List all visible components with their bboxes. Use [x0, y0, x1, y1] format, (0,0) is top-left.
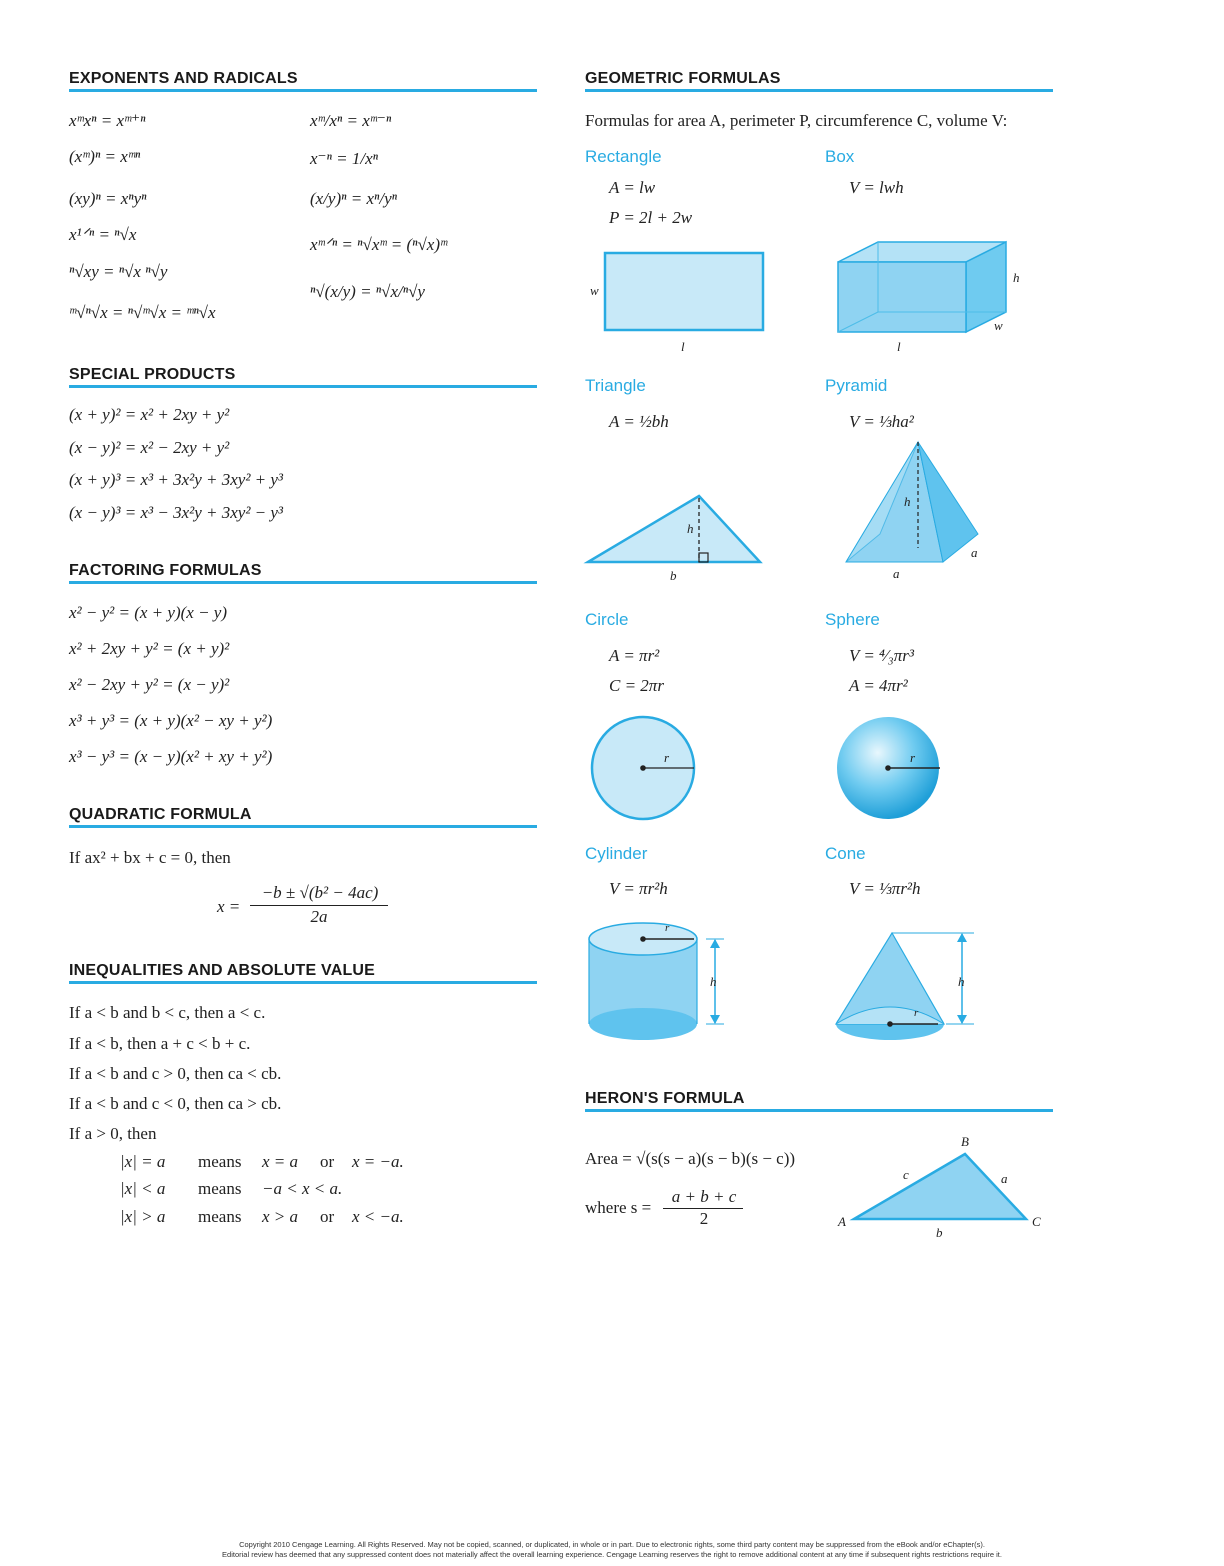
section-title-factoring: FACTORING FORMULAS [69, 562, 537, 584]
abs-lhs: |x| > a [120, 1207, 166, 1226]
shape-name-box: Box [825, 147, 855, 166]
copyright-line-1: Copyright 2010 Cengage Learning. All Rights Reserved. May not be copied, scanned, or duplicated, in whole or in part. Due to electronic rights, some third party content may be suppressed from the eBook and/or eChapter(s). [239, 1540, 985, 1549]
triangle-base-label: b [670, 568, 677, 583]
shape-name-circle: Circle [585, 610, 629, 629]
formula: xᵐ/xⁿ = xᵐ⁻ⁿ [310, 111, 392, 130]
section-title-quadratic: QUADRATIC FORMULA [69, 806, 537, 828]
box-width-label: w [994, 318, 1003, 333]
formula: (xᵐ)ⁿ = xᵐⁿ [69, 147, 141, 166]
formula: C = 2πr [609, 676, 664, 695]
cylinder-radius-label: r [665, 922, 670, 934]
formula: V = ⅓ha² [849, 412, 914, 431]
formula: x² + 2xy + y² = (x + y)² [69, 639, 230, 658]
section-title-inequalities: INEQUALITIES AND ABSOLUTE VALUE [69, 962, 537, 984]
formula: x² − 2xy + y² = (x − y)² [69, 675, 230, 694]
formula: V = ⅓πr²h [849, 879, 921, 898]
formula: (xy)ⁿ = xⁿyⁿ [69, 189, 147, 208]
abs-rhs: x = a [262, 1152, 299, 1171]
rectangle-diagram [604, 252, 784, 332]
shape-name-cone: Cone [825, 844, 866, 863]
abs-rhs: x > a [262, 1207, 299, 1226]
formula: x⁻ⁿ = 1/xⁿ [310, 149, 378, 168]
shape-name-sphere: Sphere [825, 610, 880, 629]
formula: A = πr² [609, 646, 660, 665]
abs-means: means [198, 1152, 242, 1171]
pyramid-height-label: h [904, 494, 911, 509]
pyramid-base-label: a [893, 566, 900, 581]
heron-numerator: a + b + c [671, 1187, 737, 1206]
cone-radius-label: r [914, 1007, 919, 1019]
inequality-rule: If a < b and c > 0, then ca < cb. [69, 1064, 282, 1083]
heron-denominator: 2 [699, 1209, 709, 1228]
cone-height-label: h [958, 974, 965, 989]
sphere-diagram [834, 714, 944, 824]
sphere-radius-label: r [910, 750, 916, 765]
pyramid-side-label: a [971, 545, 978, 560]
section-title-exponents: EXPONENTS AND RADICALS [69, 70, 537, 92]
formula: V = ⁴⁄₃πr³ [849, 646, 914, 665]
box-length-label: l [897, 339, 901, 354]
formula: A = 4πr² [849, 676, 908, 695]
quadratic-fraction-bar [250, 905, 388, 906]
abs-lhs: |x| < a [120, 1179, 166, 1198]
inequality-rule: If a < b and c < 0, then ca > cb. [69, 1094, 282, 1113]
geometric-intro: Formulas for area A, perimeter P, circumference C, volume V: [585, 111, 1008, 130]
rectangle-width-label: w [590, 283, 599, 298]
heron-vertex-A: A [838, 1214, 846, 1229]
formula: x³ + y³ = (x + y)(x² − xy + y²) [69, 711, 273, 730]
shape-name-cylinder: Cylinder [585, 844, 648, 863]
shape-name-triangle: Triangle [585, 376, 646, 395]
formula: A = ½bh [609, 412, 669, 431]
formula: xᵐxⁿ = xᵐ⁺ⁿ [69, 111, 146, 130]
abs-means: means [198, 1207, 242, 1226]
pyramid-diagram [842, 438, 992, 568]
abs-or: or [320, 1207, 335, 1226]
shape-name-pyramid: Pyramid [825, 376, 888, 395]
section-title-special-products: SPECIAL PRODUCTS [69, 366, 537, 388]
cylinder-height-label: h [710, 974, 717, 989]
abs-or: or [320, 1152, 335, 1171]
heron-vertex-C: C [1032, 1214, 1041, 1229]
shape-name-rectangle: Rectangle [585, 147, 662, 166]
quadratic-numerator: −b ± √(b² − 4ac) [261, 883, 379, 902]
heron-triangle-diagram [852, 1152, 1032, 1222]
formula: (x/y)ⁿ = xⁿ/yⁿ [310, 189, 397, 208]
heron-vertex-B: B [961, 1134, 969, 1149]
abs-rhs: −a < x < a. [262, 1179, 343, 1198]
formula: x³ − y³ = (x − y)(x² + xy + y²) [69, 747, 273, 766]
abs-means: means [198, 1179, 242, 1198]
circle-radius-label: r [664, 750, 670, 765]
formula: ⁿ√(x/y) = ⁿ√x/ⁿ√y [310, 282, 425, 301]
heron-side-a: a [1001, 1171, 1008, 1186]
rectangle-shape [605, 253, 763, 330]
formula: V = lwh [849, 178, 904, 197]
formula: xᵐᐟⁿ = ⁿ√xᵐ = (ⁿ√x)ᵐ [310, 235, 448, 254]
heron-area-formula: Area = √(s(s − a)(s − b)(s − c)) [585, 1149, 796, 1168]
quadratic-lhs: x = [217, 897, 241, 916]
formula: (x + y)² = x² + 2xy + y² [69, 405, 230, 424]
abs-lhs: |x| = a [120, 1152, 166, 1171]
quadratic-condition: If ax² + bx + c = 0, then [69, 848, 231, 867]
formula: (x + y)³ = x³ + 3x²y + 3xy² + y³ [69, 470, 284, 489]
quadratic-denominator: 2a [310, 907, 328, 926]
formula: ⁿ√xy = ⁿ√x ⁿ√y [69, 262, 168, 281]
triangle-diagram [586, 494, 766, 566]
heron-where: where s = [585, 1198, 652, 1217]
formula: x² − y² = (x + y)(x − y) [69, 603, 227, 622]
triangle-height-label: h [687, 521, 694, 536]
circle-diagram [589, 714, 699, 824]
heron-side-b: b [936, 1225, 943, 1240]
inequality-rule: If a > 0, then [69, 1124, 157, 1143]
rectangle-length-label: l [681, 339, 685, 354]
section-title-heron: HERON'S FORMULA [585, 1090, 1053, 1112]
heron-side-c: c [903, 1167, 909, 1182]
formula: A = lw [609, 178, 656, 197]
inequality-rule: If a < b, then a + c < b + c. [69, 1034, 251, 1053]
formula: ᵐ√ⁿ√x = ⁿ√ᵐ√x = ᵐⁿ√x [69, 303, 216, 322]
formula: x¹ᐟⁿ = ⁿ√x [69, 225, 137, 244]
box-height-label: h [1013, 270, 1020, 285]
formula: P = 2l + 2w [609, 208, 693, 227]
formula: (x − y)² = x² − 2xy + y² [69, 438, 230, 457]
box-diagram [836, 240, 1016, 340]
formula: (x − y)³ = x³ − 3x²y + 3xy² − y³ [69, 503, 284, 522]
section-title-geometric: GEOMETRIC FORMULAS [585, 70, 1053, 92]
abs-rhs2: x < −a. [352, 1207, 404, 1226]
formula: V = πr²h [609, 879, 668, 898]
copyright-line-2: Editorial review has deemed that any suppressed content does not materially affect the overall learning experience. Cengage Learning reserves the right to remove additional content at any time if subsequent rights restrictions require it. [222, 1550, 1002, 1559]
inequality-rule: If a < b and b < c, then a < c. [69, 1003, 266, 1022]
abs-rhs2: x = −a. [352, 1152, 404, 1171]
